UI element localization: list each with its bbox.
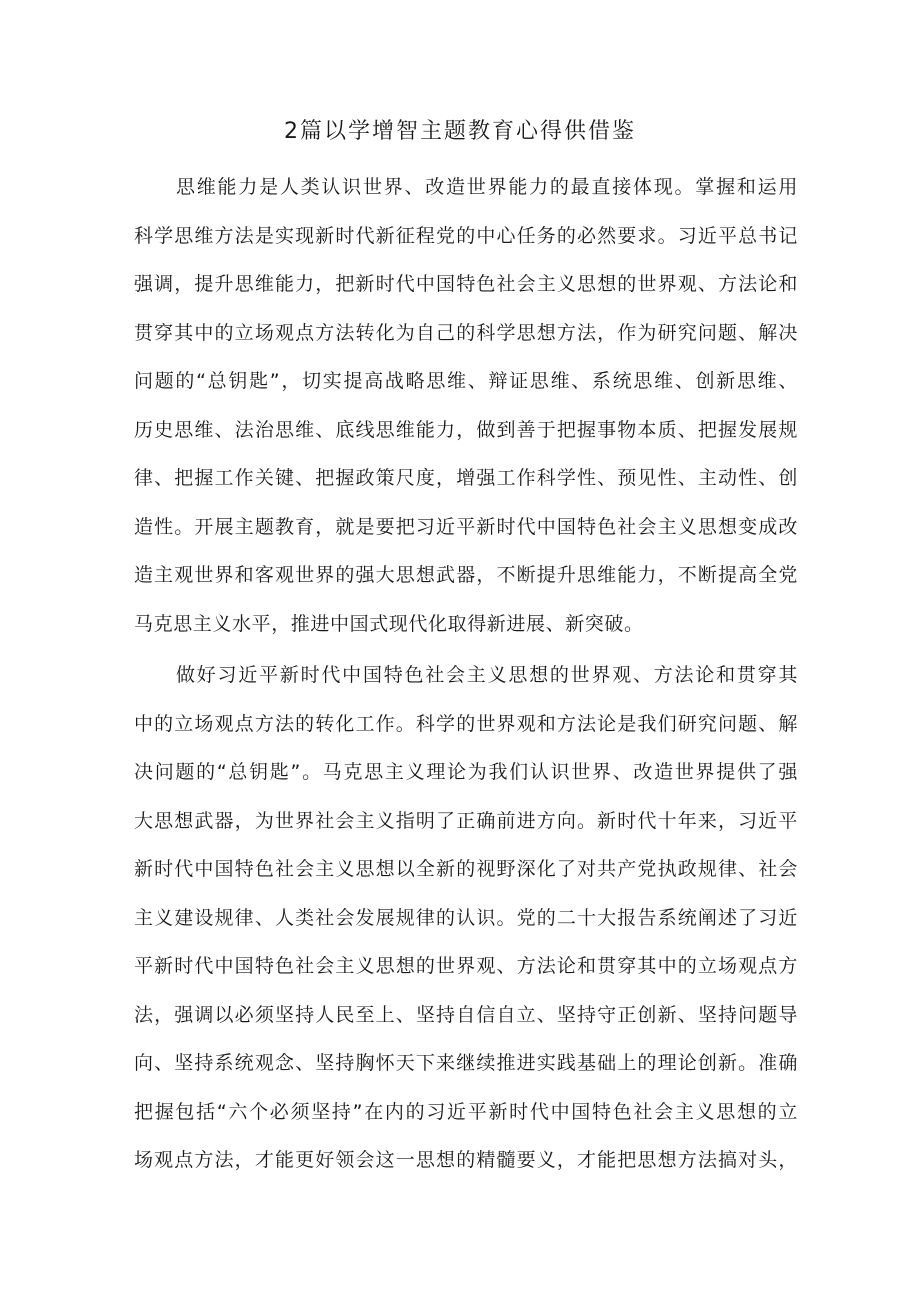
paragraph-line: 做好习近平新时代中国特色社会主义思想的世界观、方法论和贯穿其 [176, 664, 798, 686]
paragraph-1 [134, 163, 798, 648]
paragraph-line: 贯穿其中的立场观点方法转化为自己的科学思想方法，作为研究问题、解决 [134, 321, 798, 344]
paragraph-line: 马克思主义水平，推进中国式现代化取得新进展、新突破。 [134, 612, 644, 635]
paragraph-line: 科学思维方法是实现新时代新征程党的中心任务的必然要求。习近平总书记 [134, 224, 798, 247]
paragraph-line: 场观点方法，才能更好领会这一思想的精髓要义，才能把思想方法搞对头， [134, 1149, 798, 1171]
paragraph-line: 大思想武器，为世界社会主义指明了正确前进方向。新时代十年来，习近平 [134, 809, 798, 832]
paragraph-line: 造性。开展主题教育，就是要把习近平新时代中国特色社会主义思想变成改 [134, 515, 798, 538]
paragraph-line: 问题的“总钥匙”，切实提高战略思维、辩证思维、系统思维、创新思维、 [134, 370, 798, 392]
paragraph-line: 主义建设规律、人类社会发展规律的认识。党的二十大报告系统阐述了习近 [134, 906, 798, 929]
paragraph-line: 造主观世界和客观世界的强大思想武器，不断提升思维能力，不断提高全党 [134, 564, 798, 586]
paragraph-line: 向、坚持系统观念、坚持胸怀天下来继续推进实践基础上的理论创新。准确 [134, 1052, 798, 1074]
paragraph-line: 法，强调以必须坚持人民至上、坚持自信自立、坚持守正创新、坚持问题导 [134, 1003, 798, 1026]
document-title: 2篇以学增智主题教育心得供借鉴 [284, 119, 636, 144]
paragraph-line: 历史思维、法治思维、底线思维能力，做到善于把握事物本质、把握发展规 [134, 418, 798, 441]
paragraph-line: 思维能力是人类认识世界、改造世界能力的最直接体现。掌握和运用 [176, 176, 798, 198]
paragraph-2 [134, 651, 798, 1185]
paragraph-line: 中的立场观点方法的转化工作。科学的世界观和方法论是我们研究问题、解 [134, 712, 798, 735]
paragraph-line: 把握包括“六个必须坚持”在内的习近平新时代中国特色社会主义思想的立 [134, 1100, 798, 1123]
paragraph-line: 律、把握工作关键、把握政策尺度，增强工作科学性、预见性、主动性、创 [134, 467, 798, 489]
paragraph-line: 强调，提升思维能力，把新时代中国特色社会主义思想的世界观、方法论和 [134, 273, 798, 295]
paragraph-line: 新时代中国特色社会主义思想以全新的视野深化了对共产党执政规律、社会 [134, 858, 798, 880]
paragraph-line: 平新时代中国特色社会主义思想的世界观、方法论和贯穿其中的立场观点方 [134, 955, 798, 977]
paragraph-line: 决问题的“总钥匙”。马克思主义理论为我们认识世界、改造世界提供了强 [134, 761, 798, 783]
